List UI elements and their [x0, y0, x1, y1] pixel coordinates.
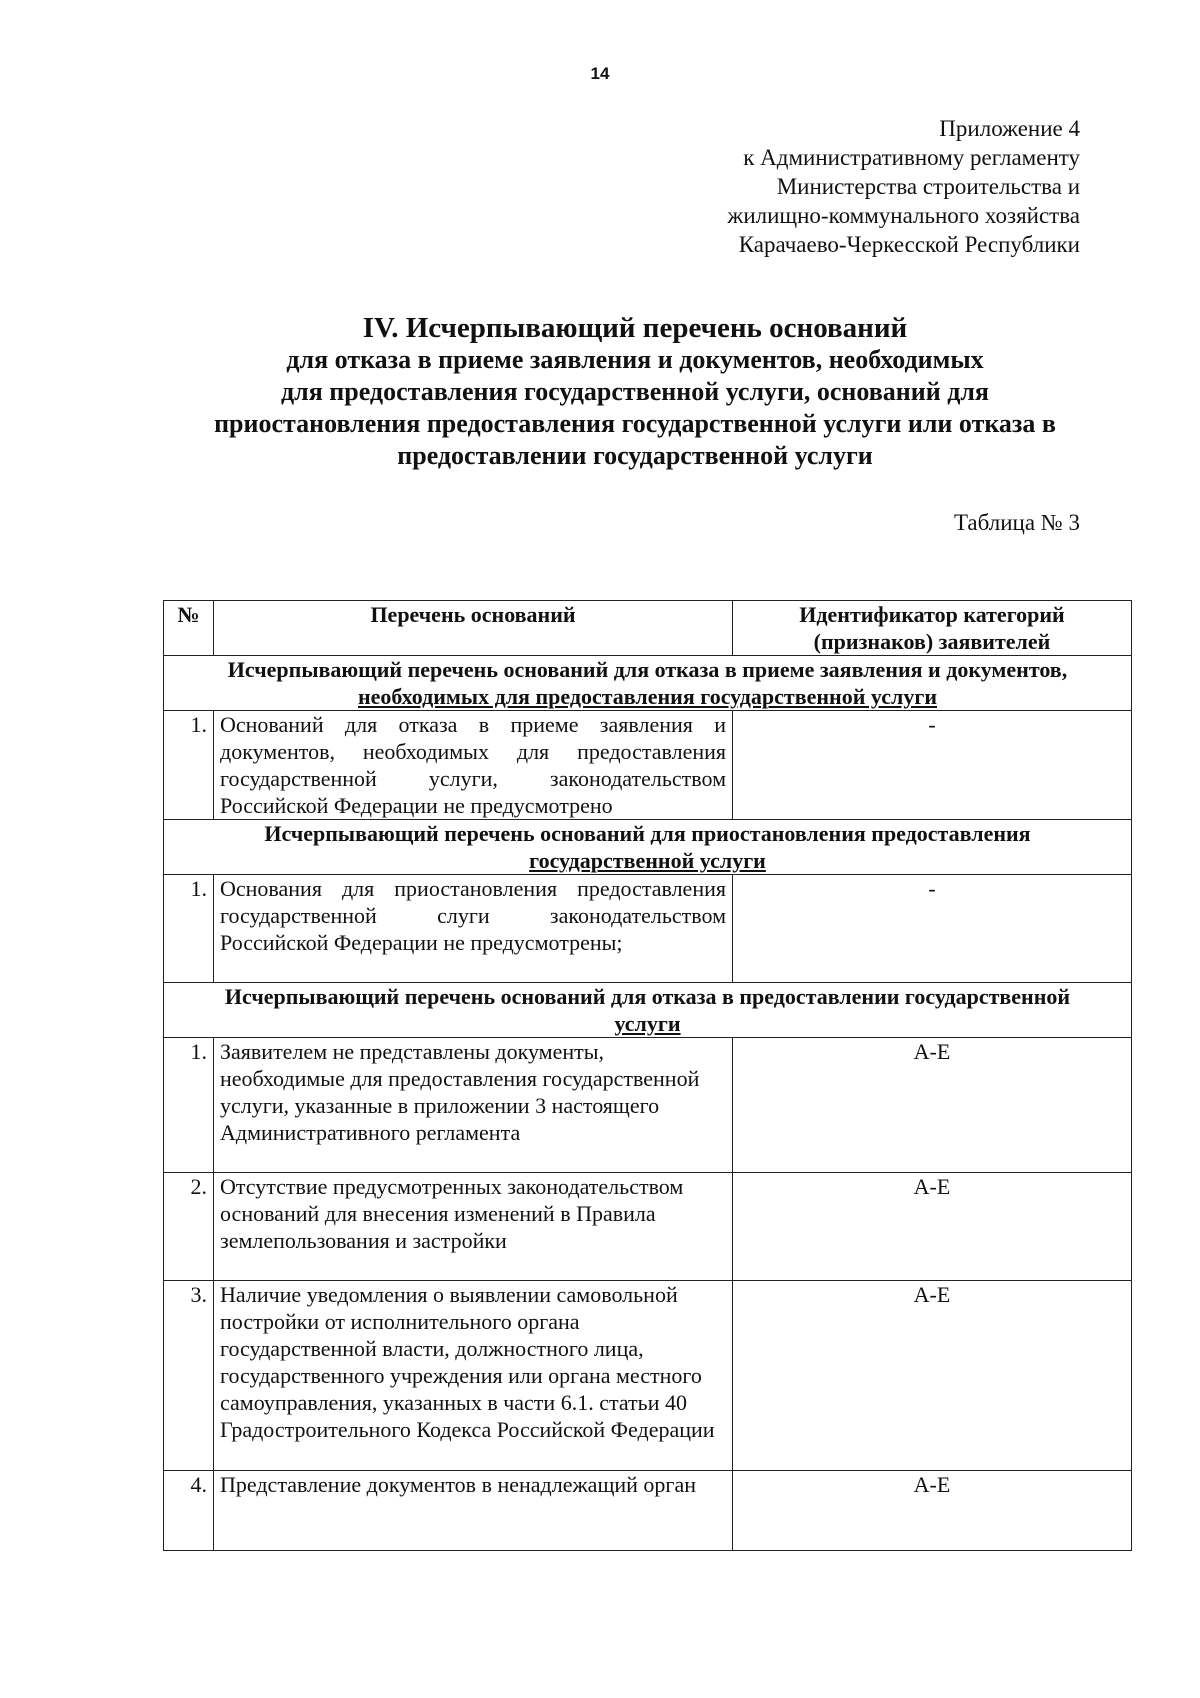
- appendix-line: к Административному регламенту: [743, 145, 1080, 170]
- section-heading-line: услуги: [614, 1011, 681, 1036]
- table-row: [164, 875, 1132, 983]
- row-identifier: А-Е: [733, 1471, 1132, 1551]
- table-row: [164, 1173, 1132, 1281]
- row-text: Заявителем не представлены документы, необходимые для предоставления государственной услуги, указанные в приложении 3 настоящего Административного регламента: [214, 1038, 733, 1173]
- row-identifier: А-Е: [733, 1173, 1132, 1281]
- section-heading-row: [164, 983, 1132, 1038]
- header-applicant-category: Идентификатор категорий (признаков) заявителей: [733, 601, 1132, 656]
- grounds-table: [163, 600, 1132, 1551]
- section-title-line: для отказа в приеме заявления и документов, необходимых: [286, 345, 984, 374]
- section-heading: [164, 983, 1132, 1038]
- table-header-row: [164, 601, 1132, 656]
- page-number: 14: [590, 64, 610, 83]
- section-title-line: IV. Исчерпывающий перечень оснований: [362, 312, 908, 344]
- section-heading-line: государственной услуги: [529, 848, 766, 873]
- appendix-line: жилищно-коммунального хозяйства: [727, 203, 1080, 228]
- table-row: [164, 1038, 1132, 1173]
- section-heading-line: необходимых для предоставления государственной услуги: [357, 684, 937, 709]
- header-number: №: [164, 601, 214, 656]
- row-number: 4.: [164, 1471, 214, 1551]
- row-number: 3.: [164, 1281, 214, 1471]
- section-heading: [164, 820, 1132, 875]
- header-grounds: Перечень оснований: [214, 601, 733, 656]
- section-heading-row: [164, 656, 1132, 711]
- row-text: Основания для приостановления предоставления государственной слуги законодательством Российской Федерации не предусмотрены;: [214, 875, 733, 983]
- appendix-line: Министерства строительства и: [776, 174, 1080, 199]
- section-title-line: приостановления предоставления государственной услуги или отказа в: [214, 409, 1056, 438]
- row-identifier: А-Е: [733, 1038, 1132, 1173]
- row-number: 1.: [164, 1038, 214, 1173]
- row-number: 1.: [164, 875, 214, 983]
- section-title-line: для предоставления государственной услуги, оснований для: [280, 377, 990, 406]
- section-heading-row: [164, 820, 1132, 875]
- appendix-line: Приложение 4: [939, 116, 1080, 141]
- section-title-line: предоставлении государственной услуги: [397, 441, 873, 470]
- row-identifier: -: [733, 711, 1132, 820]
- section-heading-line: Исчерпывающий перечень оснований для отказа в приеме заявления и документов,: [227, 657, 1068, 682]
- row-text: Наличие уведомления о выявлении самовольной постройки от исполнительного органа государственной власти, должностного лица, государственного учреждения или органа местного самоуправления, указанных в части 6.1. статьи 40 Градостроительного Кодекса Российской Федерации: [214, 1281, 733, 1471]
- appendix-line: Карачаево-Черкесской Республики: [738, 232, 1080, 257]
- table-row: [164, 1471, 1132, 1551]
- row-text: Представление документов в ненадлежащий орган: [214, 1471, 733, 1551]
- row-number: 2.: [164, 1173, 214, 1281]
- table-label: Таблица № 3: [953, 510, 1080, 535]
- section-heading: [164, 656, 1132, 711]
- appendix-note: [727, 114, 1080, 259]
- row-identifier: А-Е: [733, 1281, 1132, 1471]
- table-row: [164, 1281, 1132, 1471]
- section-heading-line: Исчерпывающий перечень оснований для отказа в предоставлении государственной: [224, 984, 1071, 1009]
- table-row: [164, 711, 1132, 820]
- row-identifier: -: [733, 875, 1132, 983]
- section-heading-line: Исчерпывающий перечень оснований для приостановления предоставления: [264, 821, 1031, 846]
- row-number: 1.: [164, 711, 214, 820]
- section-title: [150, 312, 1120, 472]
- row-text: Отсутствие предусмотренных законодательством оснований для внесения изменений в Правила землепользования и застройки: [214, 1173, 733, 1281]
- row-text: Оснований для отказа в приеме заявления и документов, необходимых для предоставления государственной услуги, законодательством Российской Федерации не предусмотрено: [214, 711, 733, 820]
